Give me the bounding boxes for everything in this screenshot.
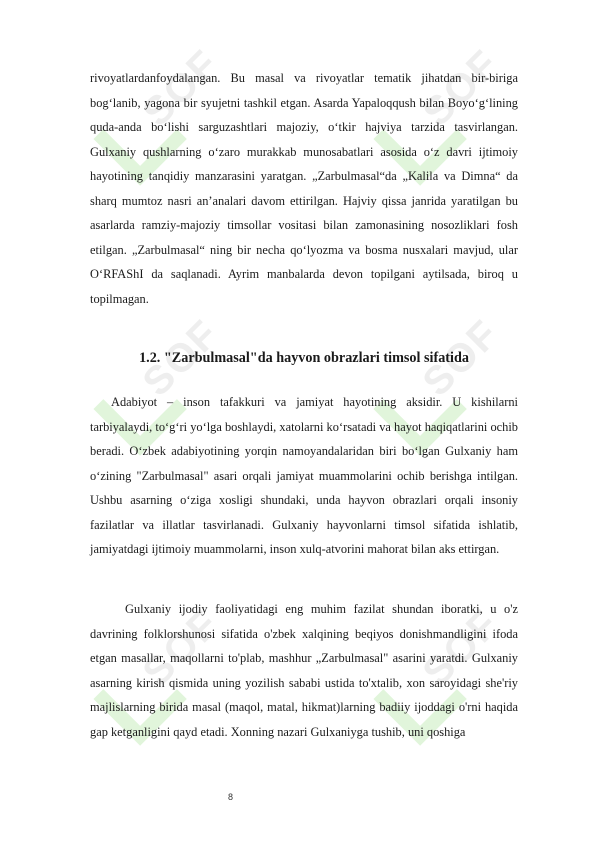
page-number: 8: [228, 792, 234, 802]
paragraph-intro-continuation: rivoyatlardanfoydalangan. Bu masal va rivoyatlar tematik jihatdan bir-biriga bog‘lanib, yagona bir syujetni tashkil etgan. Asarda Yapaloqqush bilan Boyo‘g‘lining quda-anda bo‘lishi sarguzashtlari majoziy, o‘tkir hajviya tarzida tasvirlangan. Gulxaniy qushlarning o‘zaro murakkab munosabatlari asosida o‘z davri ijtimoiy hayotining tanqidiy manzarasini yaratgan. „Zarbulmasal“da „Kalila va Dimna“ da sharq mumtoz nasri an’analari davom ettirilgan. Hajviy qissa janrida yaratilgan bu asarlarda ramziy-majoziy timsollar vositasi bilan zamonasining nosozliklari fosh etilgan. „Zarbulmasal“ ning bir necha qo‘lyozma va bosma nusxalari mavjud, ular O‘RFAShI da saqlanadi. Ayrim manbalarda devon topilgani aytilsada, biroq u topilmagan.: [90, 71, 518, 306]
watermark-logo: SOF: [341, 279, 553, 491]
watermark-logo: SOF: [61, 9, 273, 221]
section-heading: 1.2. "Zarbulmasal"da hayvon obrazlari timsol sifatida: [139, 350, 469, 366]
paragraph-literature: Adabiyot – inson tafakkuri va jamiyat hayotining aksidir. U kishilarni tarbiyalaydi, to‘g‘ri yo‘lga boshlaydi, xatolarni ko‘rsatadi va hayot haqiqatlarini ochib beradi. O‘zbek adabiyotining yorqin namoyandalaridan biri bo‘lgan Gulxaniy ham o‘zining "Zarbulmasal" asari orqali jamiyat muammolarini ochib berishga intilgan. Ushbu asarning o‘ziga xosligi shundaki, unda hayvon obrazlari orqali insoniy fazilatlar va illatlar tasvirlanadi. Gulxaniy hayvonlarni timsol sifatida ishlatib, jamiyatdagi ijtimoiy muammolarni, inson xulq-atvorini mahorat bilan aks ettirgan.: [90, 395, 518, 556]
watermark-logo: SOF: [61, 279, 273, 491]
watermark-logo: SOF: [341, 569, 553, 781]
watermark-logo: SOF: [341, 9, 553, 221]
watermark-logo: SOF: [61, 569, 273, 781]
paragraph-gulxaniy: Gulxaniy ijodiy faoliyatidagi eng muhim fazilat shundan iboratki, u o'z davrining folklorshunosi sifatida o'zbek xalqining beqiyos donishmandligini ifoda etgan masallar, maqollarni to'plab, mashhur „Zarbulmasal" asarini yaratdi. Gulxaniy asarning kirish qismida uning yozilish sababi ustida to'xtalib, xon saroyidagi she'riy majlislarning birida masal (maqol, matal, hikmat)larning badiiy ijoddagi o'rni haqida gap ketganligini qayd etadi. Xonning nazari Gulxaniyga tushib, uni qoshiga: [90, 602, 518, 739]
